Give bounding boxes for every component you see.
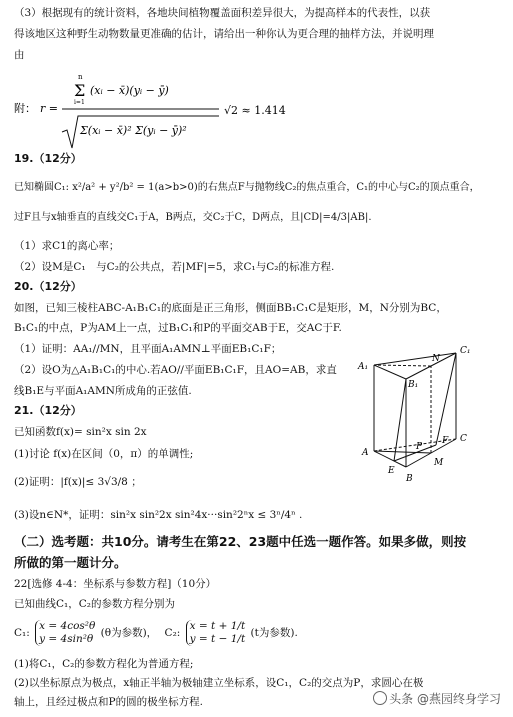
sqrt-approx: √2 ≈ 1.414 (224, 104, 286, 117)
q20-part2-b: 线B₁E与平面A₁AMN所成角的正弦值. (14, 385, 192, 397)
q22-stem: 已知曲线C₁，C₂的参数方程分别为 (14, 598, 175, 610)
svg-text:M: M (434, 458, 444, 468)
q22-part2-b: 轴上，且经过极点和P的圆的极坐标方程. (14, 696, 203, 708)
q20-part2-a: （2）设O为△A₁B₁C₁的中心.若AO//平面EB₁C₁F，且AO=AB，求直 (14, 364, 337, 376)
svg-text:P: P (416, 442, 423, 452)
q20-heading: 20.（12分） (14, 280, 82, 293)
svg-text:C: C (460, 434, 467, 444)
correlation-formula (14, 68, 314, 152)
elective-heading-a: （二）选考题：共10分。请考生在第22、23题中任选一题作答。如果多做，则按 (14, 534, 467, 549)
q19-part2: （2）设M是C₁ 与C₂的公共点，若|MF|=5，求C₁与C₂的标准方程. (14, 261, 335, 273)
svg-text:Σ: Σ (74, 81, 86, 100)
toutiao-logo-icon (373, 691, 387, 705)
q19-stem-b: 过F且与x轴垂直的直线交C₁于A，B两点，交C₂于C，D两点，且|CD|=4/3|AB|. (14, 212, 372, 223)
c2-system: x = t + 1/t y = t − 1/t (186, 620, 246, 646)
q20-stem-a: 如图，已知三棱柱ABC-A₁B₁C₁的底面是正三角形，侧面BB₁C₁C是矩形，M，N分别为BC， (14, 302, 447, 314)
q21-part3: (3)设n∈N*，证明：sin²x sin²2x sin²4x···sin²2ⁿx ≤ 3ⁿ/4ⁿ . (14, 509, 303, 521)
q21-stem: 已知函数f(x)= sin²x sin 2x (14, 426, 147, 438)
svg-text:B: B (406, 474, 413, 484)
svg-text:i=1: i=1 (74, 99, 85, 106)
q22-param-equations: C₁: x = 4cos²θ y = 4sin²θ (θ为参数)， C₂: x = t + 1/t y = t − 1/t (t为参数). (14, 620, 298, 645)
svg-text:B₁: B₁ (408, 380, 419, 390)
q19-part1: （1）求C1的离心率； (14, 240, 120, 252)
attach-label: 附： (14, 102, 36, 115)
elective-heading-b: 所做的第一题计分。 (14, 555, 127, 570)
q22-heading: 22[选修 4-4：坐标系与参数方程]（10分） (14, 578, 217, 590)
svg-text:F: F (442, 436, 449, 446)
q20-part1: （1）证明：AA₁//MN，且平面A₁AMN⊥平面EB₁C₁F； (14, 343, 282, 355)
svg-text:N: N (432, 354, 440, 364)
c1-system: x = 4cos²θ y = 4sin²θ (35, 620, 95, 646)
svg-text:E: E (388, 466, 395, 476)
q18-part3-line1: （3）根据现有的统计资料，各地块间植物覆盖面积差异很大，为提高样本的代表性，以获 (14, 7, 431, 19)
denominator: Σ(xᵢ − x̄)² Σ(yᵢ − ȳ)² (80, 124, 187, 137)
q20-stem-b: B₁C₁的中点，P为AM上一点，过B₁C₁和P的平面交AB于E，交AC于F. (14, 322, 342, 334)
r-label: r = (40, 102, 58, 115)
q19-heading: 19.（12分） (14, 152, 82, 165)
q21-heading: 21.（12分） (14, 404, 82, 417)
svg-text:n: n (78, 73, 83, 81)
prism-figure (346, 343, 502, 493)
q22-part2-a: (2)以坐标原点为极点，x轴正半轴为极轴建立坐标系，设C₁，C₂的交点为P，求圆心在极 (14, 677, 424, 689)
numerator: (xᵢ − x̄)(yᵢ − ȳ) (90, 84, 169, 97)
q21-part2: (2)证明：|f(x)|≤ 3√3/8 ； (14, 476, 142, 488)
q21-part1: (1)讨论 f(x)在区间（0，π）的单调性; (14, 448, 194, 460)
q19-stem-a: 已知椭圆C₁: x²/a² + y²/b² = 1(a>b>0)的右焦点F与抛物线C₂的焦点重合，C₁的中心与C₂的顶点重合， (14, 182, 480, 193)
q22-part1: (1)将C₁，C₂的参数方程化为普通方程; (14, 658, 194, 670)
watermark: 头条 @燕园终身学习 (373, 690, 501, 707)
q18-part3-line3: 由 (14, 49, 25, 61)
svg-text:C₁: C₁ (460, 346, 471, 356)
q18-part3-line2: 得该地区这种野生动物数量更准确的估计，请给出一种你认为更合理的抽样方法，并说明理 (14, 28, 434, 40)
svg-text:A₁: A₁ (358, 362, 369, 372)
svg-text:A: A (362, 448, 369, 458)
